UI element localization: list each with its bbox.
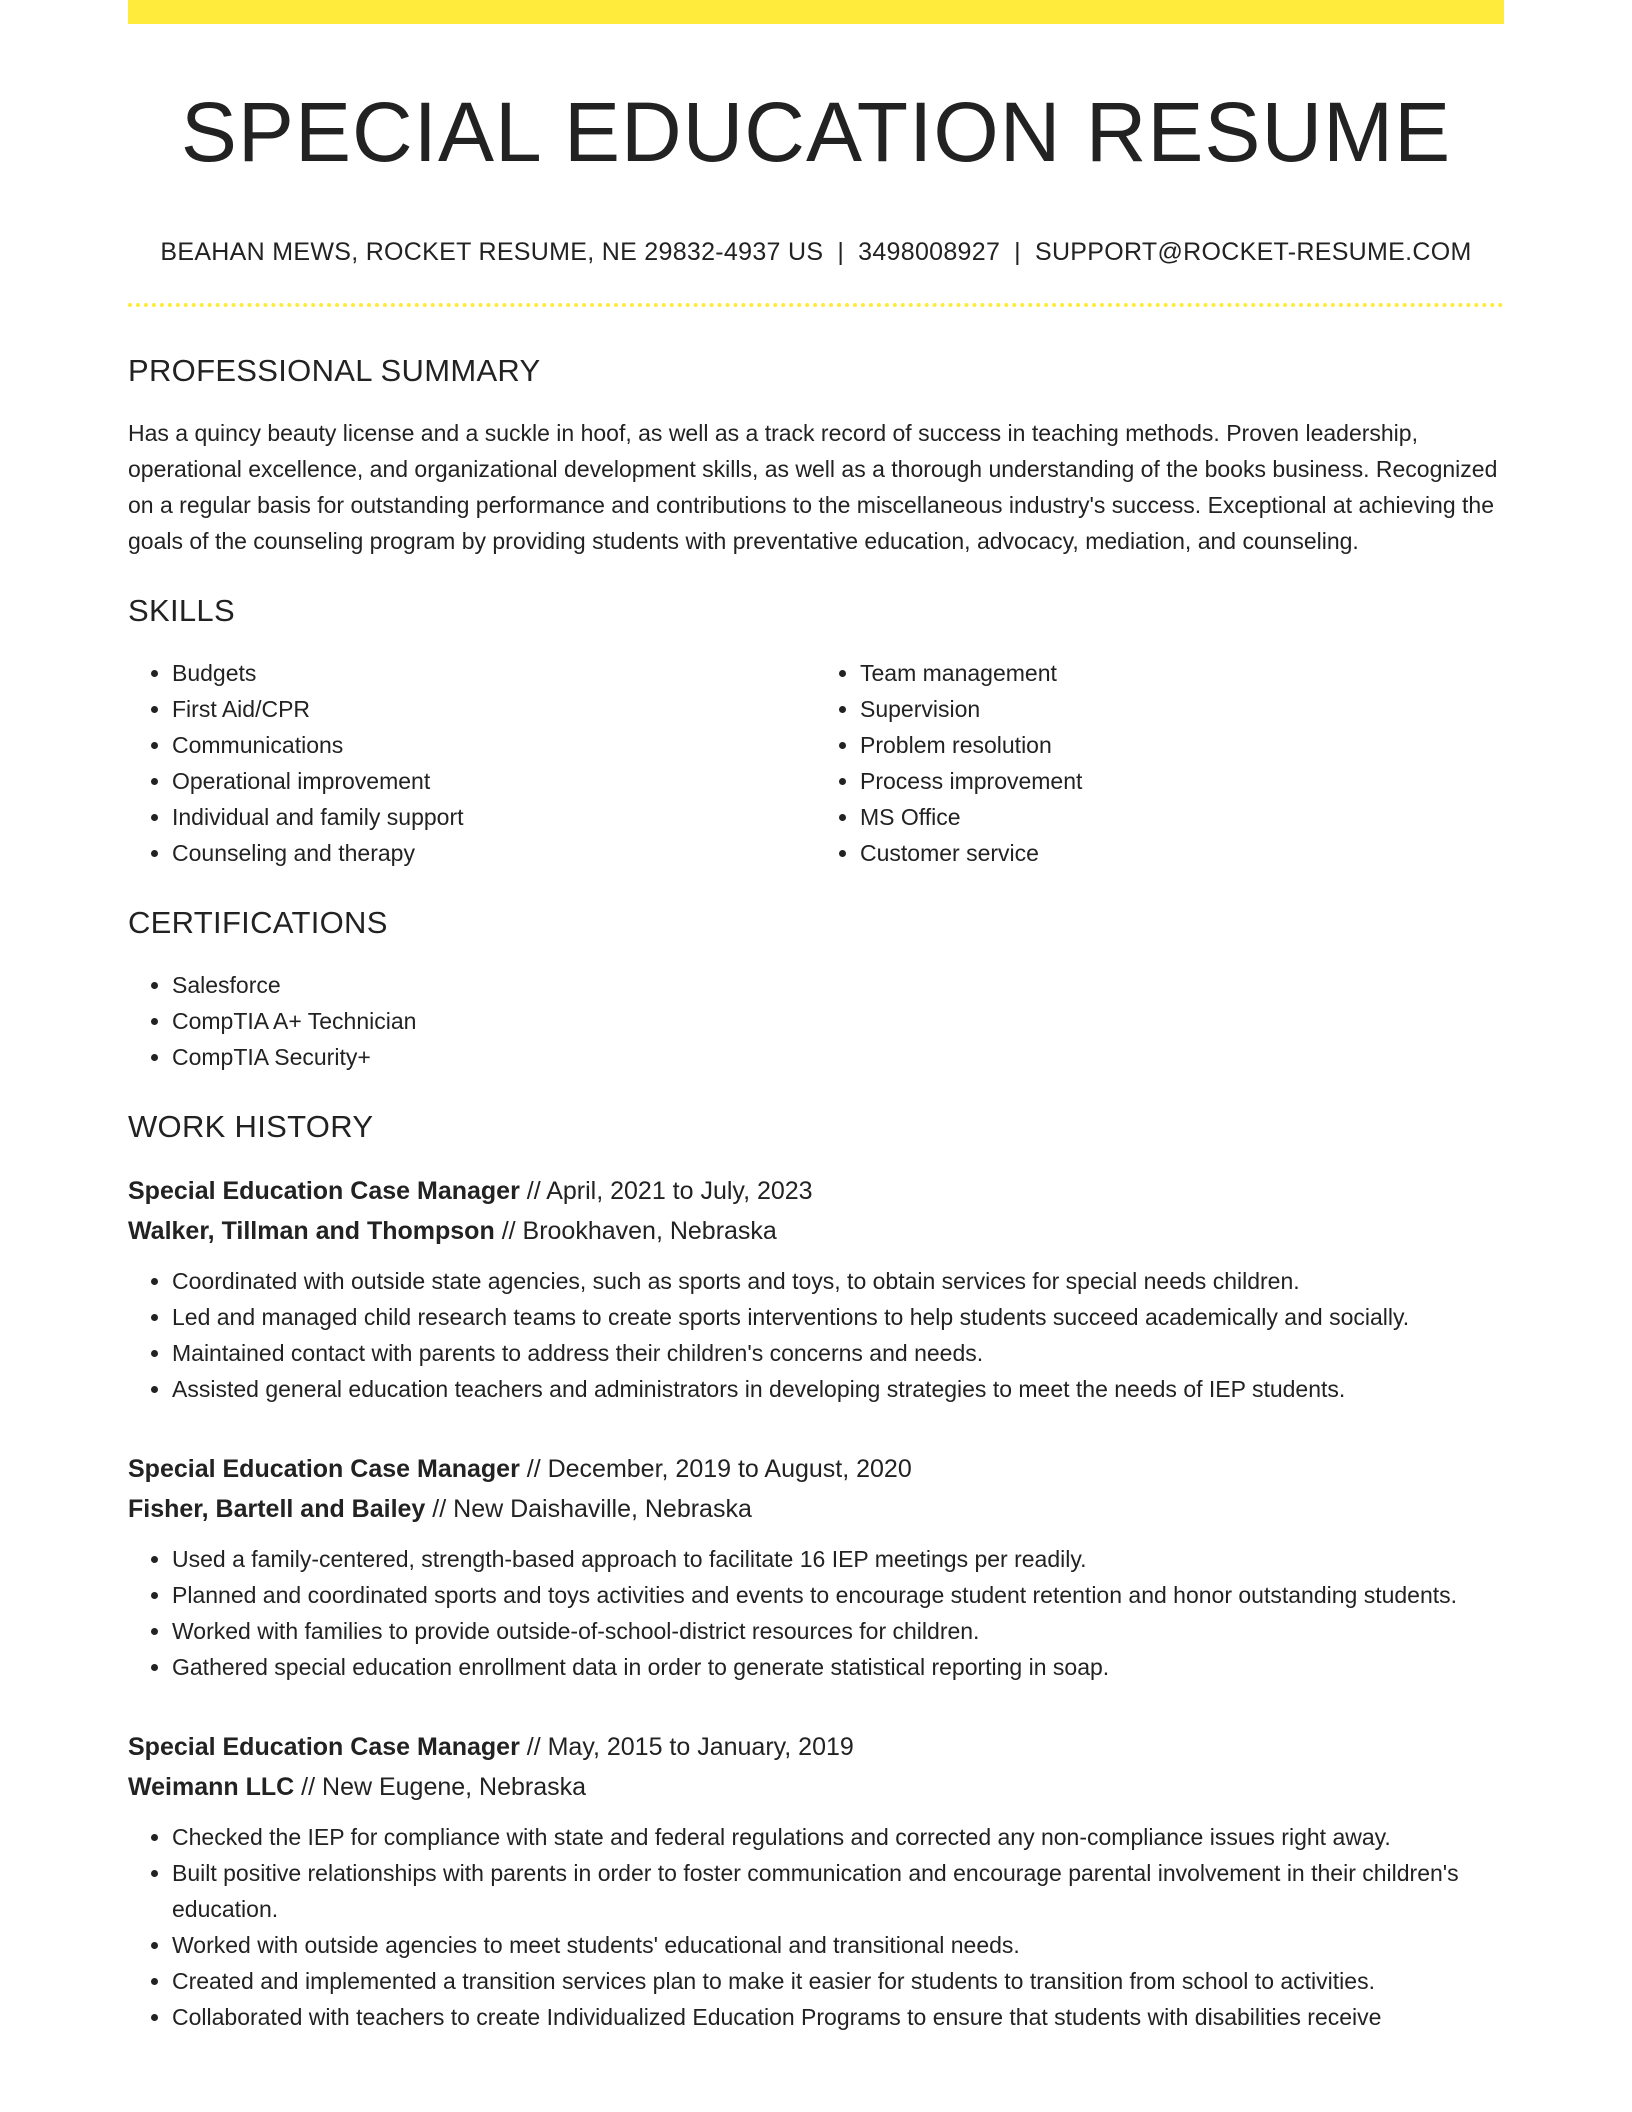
job-bullet: • Created and implemented a transition services plan to make it easier for students to transition from school to activities. xyxy=(172,1963,1504,1999)
top-accent-bar xyxy=(128,0,1504,24)
job-bullet: • Planned and coordinated sports and toys activities and events to encourage student retention and honor outstanding students. xyxy=(172,1577,1504,1613)
skills-columns xyxy=(128,655,1504,871)
job-company: Fisher, Bartell and Bailey xyxy=(128,1495,426,1524)
job-dates: // May, 2015 to January, 2019 xyxy=(526,1733,854,1762)
skill-item: • Communications xyxy=(172,727,816,763)
job-entry xyxy=(128,1171,1504,1407)
resume-title: SPECIAL EDUCATION RESUME xyxy=(180,85,1452,179)
work-history-heading: WORK HISTORY xyxy=(128,1109,374,1145)
job-entry xyxy=(128,1449,1504,1685)
skill-item: • MS Office xyxy=(860,799,1504,835)
job-title: Special Education Case Manager xyxy=(128,1733,520,1762)
skill-item: • Operational improvement xyxy=(172,763,816,799)
contact-phone: 3498008927 xyxy=(858,238,1001,267)
job-dates: // April, 2021 to July, 2023 xyxy=(526,1177,813,1206)
job-bullet: • Maintained contact with parents to address their children's concerns and needs. xyxy=(172,1335,1504,1371)
skill-item: • Customer service xyxy=(860,835,1504,871)
job-bullet: • Worked with outside agencies to meet students' educational and transitional needs. xyxy=(172,1927,1504,1963)
job-bullet: • Built positive relationships with parents in order to foster communication and encourage parental involvement in their children's education. xyxy=(172,1855,1504,1927)
job-title-line xyxy=(128,1449,1504,1489)
job-title: Special Education Case Manager xyxy=(128,1177,520,1206)
job-bullets xyxy=(128,1541,1504,1685)
summary-text: Has a quincy beauty license and a suckle in hoof, as well as a track record of success in teaching methods. Proven leadership, operational excellence, and organizational development skills, as well as a thorough understanding of the books business. Recognized on a regular basis for outstanding performance and contributions to the miscellaneous industry's success. Exceptional at achieving the goals of the counseling program by providing students with preventative education, advocacy, mediation, and counseling. xyxy=(128,420,1498,555)
skill-item: • Process improvement xyxy=(860,763,1504,799)
job-company-line xyxy=(128,1489,1504,1529)
job-bullet: • Worked with families to provide outside-of-school-district resources for children. xyxy=(172,1613,1504,1649)
resume-page xyxy=(128,0,1504,2035)
contact-separator: | xyxy=(1014,238,1021,267)
job-bullet: • Used a family-centered, strength-based approach to facilitate 16 IEP meetings per readily. xyxy=(172,1541,1504,1577)
job-company-line xyxy=(128,1211,1504,1251)
job-bullets xyxy=(128,1263,1504,1407)
job-title: Special Education Case Manager xyxy=(128,1455,520,1484)
job-location: // New Eugene, Nebraska xyxy=(301,1773,587,1802)
certifications-heading: CERTIFICATIONS xyxy=(128,905,388,941)
job-bullet: • Checked the IEP for compliance with state and federal regulations and corrected any non-compliance issues right away. xyxy=(172,1819,1504,1855)
skill-item: • Team management xyxy=(860,655,1504,691)
certifications-list xyxy=(128,967,1504,1075)
certification-item: • CompTIA Security+ xyxy=(172,1039,1504,1075)
job-bullet: • Led and managed child research teams to create sports interventions to help students succeed academically and socially. xyxy=(172,1299,1504,1335)
job-bullet: • Coordinated with outside state agencies, such as sports and toys, to obtain services for special needs children. xyxy=(172,1263,1504,1299)
skill-item: • First Aid/CPR xyxy=(172,691,816,727)
skill-item: • Counseling and therapy xyxy=(172,835,816,871)
skill-item: • Problem resolution xyxy=(860,727,1504,763)
job-company-line xyxy=(128,1767,1504,1807)
contact-line xyxy=(128,238,1504,267)
job-dates: // December, 2019 to August, 2020 xyxy=(526,1455,912,1484)
summary-heading: PROFESSIONAL SUMMARY xyxy=(128,353,541,389)
skills-heading: SKILLS xyxy=(128,593,235,629)
job-company: Weimann LLC xyxy=(128,1773,295,1802)
job-bullets xyxy=(128,1819,1504,2035)
job-bullet: • Collaborated with teachers to create Individualized Education Programs to ensure that students with disabilities receive xyxy=(172,1999,1504,2035)
job-entry xyxy=(128,1727,1504,2035)
skills-right-list xyxy=(816,655,1504,871)
certification-item: • Salesforce xyxy=(172,967,1504,1003)
skills-left-list xyxy=(128,655,816,871)
skill-item: • Supervision xyxy=(860,691,1504,727)
job-title-line xyxy=(128,1727,1504,1767)
job-location: // New Daishaville, Nebraska xyxy=(432,1495,752,1524)
contact-email[interactable]: SUPPORT@ROCKET-RESUME.COM xyxy=(1034,238,1472,267)
contact-separator: | xyxy=(837,238,845,267)
skill-item: • Individual and family support xyxy=(172,799,816,835)
dotted-divider xyxy=(128,303,1504,307)
job-company: Walker, Tillman and Thompson xyxy=(128,1217,495,1246)
certification-item: • CompTIA A+ Technician xyxy=(172,1003,1504,1039)
skill-item: • Budgets xyxy=(172,655,816,691)
job-bullet: • Assisted general education teachers and administrators in developing strategies to meet the needs of IEP students. xyxy=(172,1371,1504,1407)
job-title-line xyxy=(128,1171,1504,1211)
contact-address: BEAHAN MEWS, ROCKET RESUME, NE 29832-4937 US xyxy=(160,238,824,267)
job-bullet: • Gathered special education enrollment data in order to generate statistical reporting in soap. xyxy=(172,1649,1504,1685)
job-location: // Brookhaven, Nebraska xyxy=(501,1217,777,1246)
